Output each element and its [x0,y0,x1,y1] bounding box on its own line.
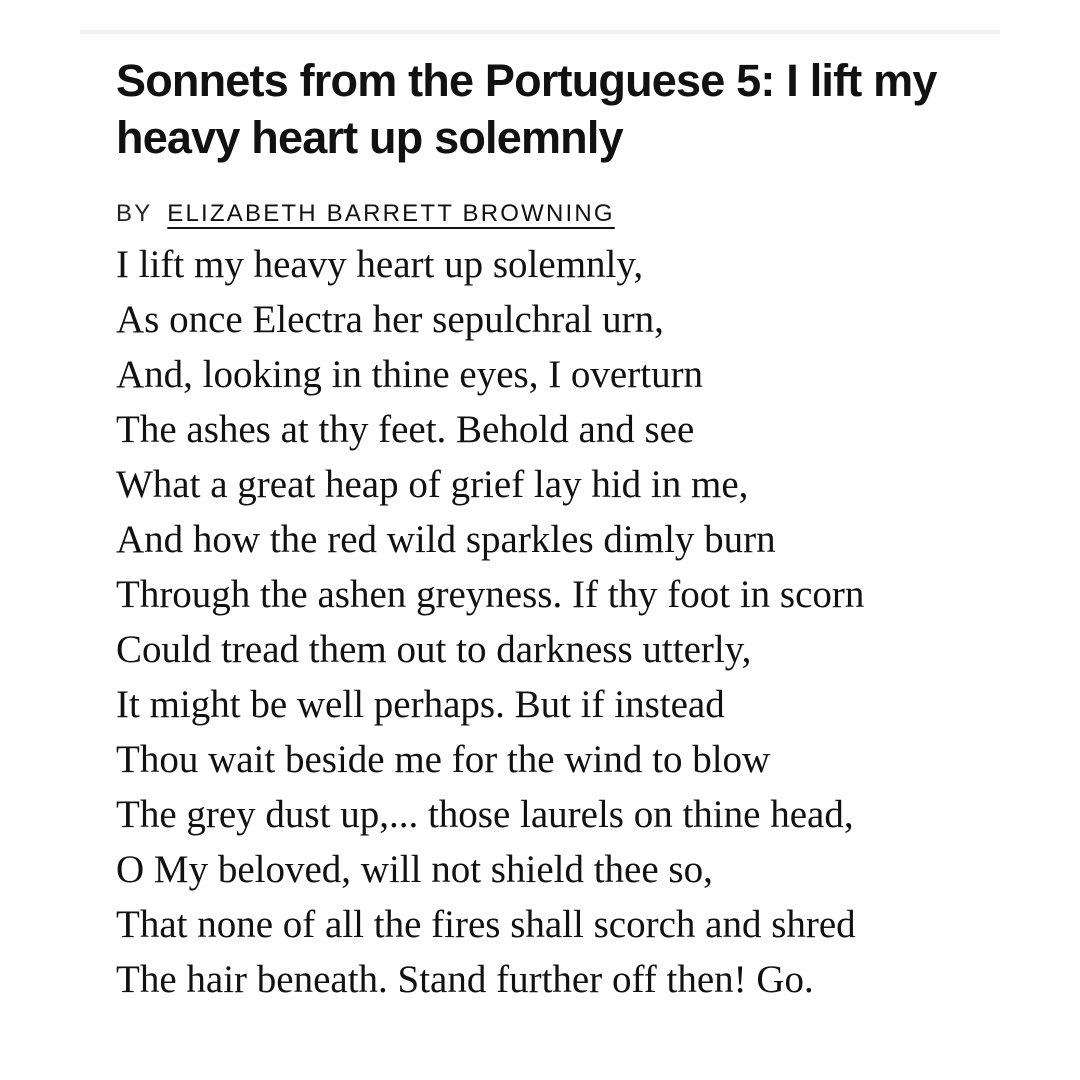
byline-prefix: BY [116,200,153,227]
poem-line: I lift my heavy heart up solemnly, [116,243,644,286]
poem-line: O My beloved, will not shield thee so, [116,848,713,891]
poem-line: Thou wait beside me for the wind to blow [116,738,771,781]
poem-line: And, looking in thine eyes, I overturn [116,353,704,396]
poem-line: It might be well perhaps. But if instead [116,683,725,726]
poem-line: Could tread them out to darkness utterly, [116,628,752,671]
poem-line: What a great heap of grief lay hid in me, [116,463,749,506]
top-divider [80,30,1000,34]
poem-article [116,52,996,1007]
poem-line: The hair beneath. Stand further off then! Go. [116,958,814,1001]
poem-line: The grey dust up,... those laurels on thine head, [116,793,854,836]
poem-line: And how the red wild sparkles dimly burn [116,518,776,561]
poem-line: Through the ashen greyness. If thy foot in scorn [116,573,865,616]
byline [116,199,996,229]
author-link[interactable]: ELIZABETH BARRETT BROWNING [167,200,615,227]
poem-line: As once Electra her sepulchral urn, [116,298,664,341]
poem-body [116,237,996,1007]
poem-title: Sonnets from the Portuguese 5: I lift my heavy heart up solemnly [116,55,937,163]
poem-line: The ashes at thy feet. Behold and see [116,408,695,451]
poem-line: That none of all the fires shall scorch and shred [116,903,856,946]
